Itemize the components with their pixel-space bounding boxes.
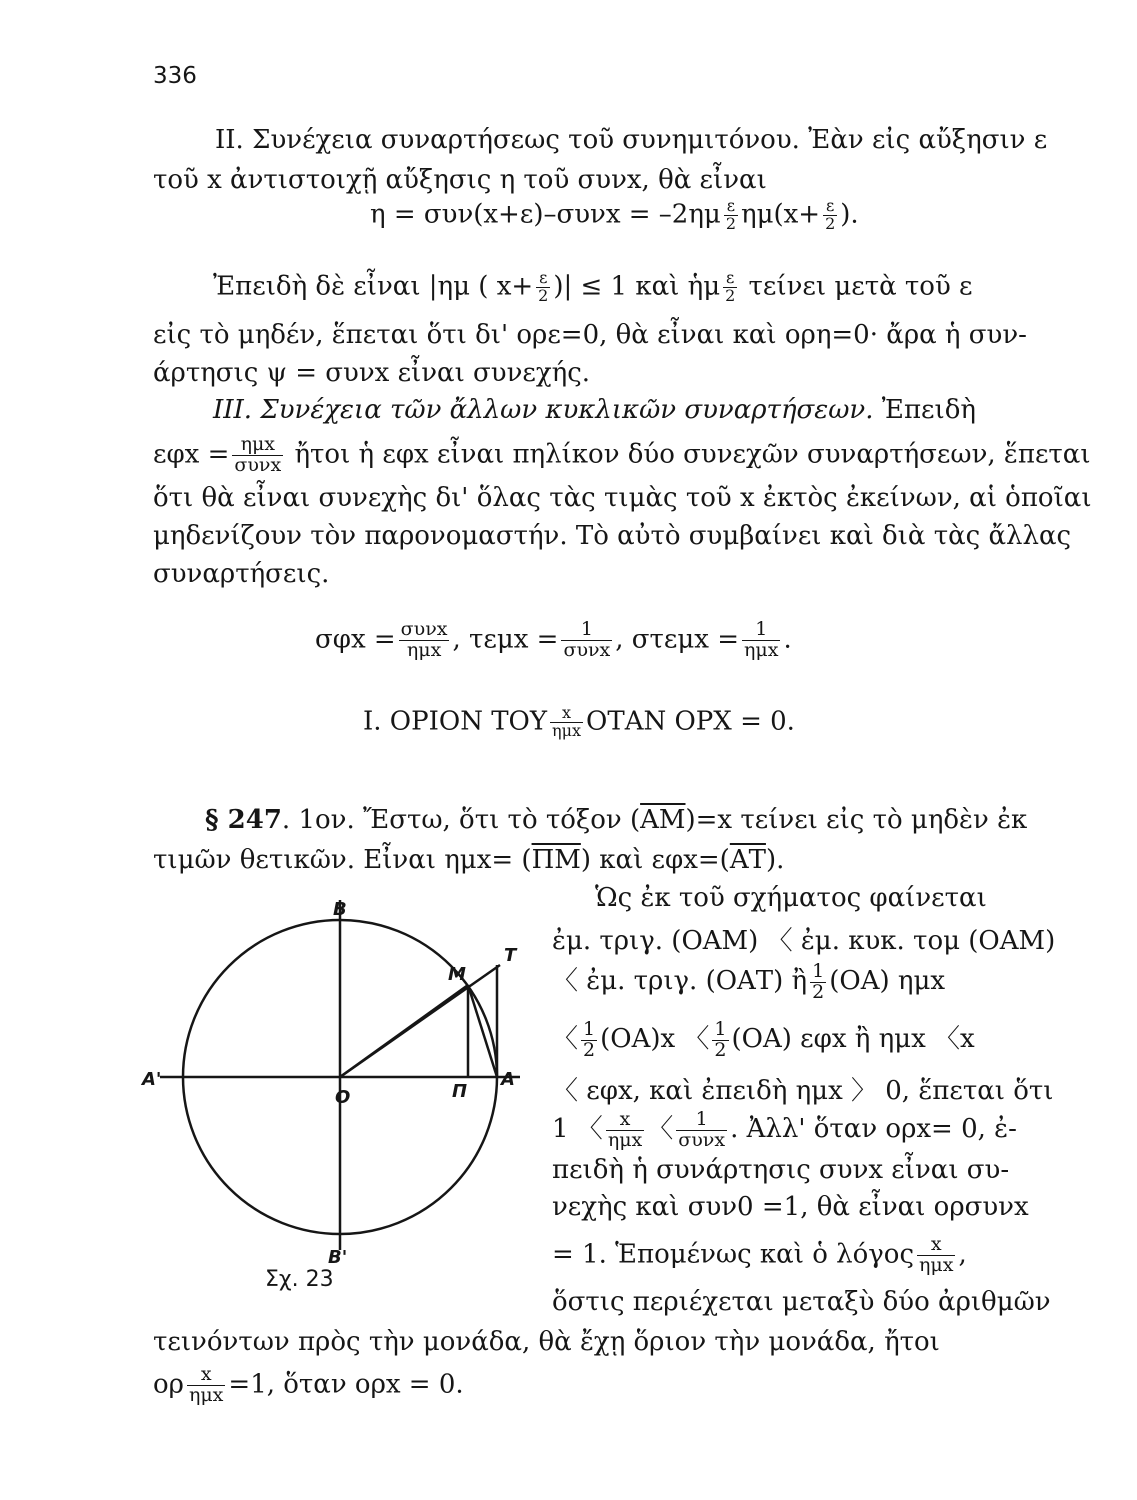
label-a-prime: Α' — [142, 1069, 162, 1090]
frac-den: 2 — [725, 213, 736, 233]
line2-rest: ἤτοι ἡ εφx εἶναι πηλίκον δύο συνεχῶν συναρτήσεων, ἕπεται — [294, 439, 1091, 470]
frac-num: x — [562, 703, 572, 722]
section-ii-equation — [370, 198, 859, 233]
label-b-prime: Β' — [328, 1247, 348, 1268]
eq-end: . — [783, 624, 792, 655]
frac-num: 1 — [583, 1017, 596, 1040]
frac-num: 1 — [755, 618, 768, 640]
frac-num: 1 — [714, 1017, 727, 1040]
arc-am: $\overline{AM}$ — [640, 805, 686, 835]
frac-num: x — [930, 1233, 942, 1255]
section-ii-line-4 — [213, 270, 972, 305]
label-o: Ο — [335, 1087, 351, 1108]
section-i-title — [363, 705, 795, 740]
final-rest: =1, ὅταν ορx = 0. — [228, 1369, 464, 1400]
right-col-line-9 — [552, 1235, 967, 1276]
frac-num: x — [200, 1363, 212, 1385]
right-col-line-5: 〈 εφx, καὶ ἐπειδὴ ημx 〉 0, ἕπεται ὅτι — [552, 1076, 1054, 1106]
right-col-line-1: Ὡς ἐκ τοῦ σχήματος φαίνεται — [595, 883, 987, 913]
r9-b: , — [958, 1239, 967, 1270]
l2-a: τιμῶν θετικῶν. Εἶναι ημx= ( — [153, 845, 532, 875]
figure-caption: Σχ. 23 — [265, 1267, 334, 1292]
section-ii-line-6: άρτησις ψ = συνx εἶναι συνεχής. — [153, 358, 591, 388]
l1-a: . 1ον. Ἔστω, ὅτι τὸ τόξον ( — [281, 805, 641, 835]
fraction-1-synx — [561, 620, 612, 661]
frac-den: ημx — [552, 720, 582, 740]
frac-num: x — [619, 1107, 631, 1130]
frac-den: 2 — [538, 285, 549, 305]
l2-c: ). — [765, 845, 785, 875]
frac-den: ημx — [188, 1383, 224, 1406]
efx-label: εφx = — [153, 439, 230, 470]
label-m: Μ — [448, 964, 466, 985]
right-col-line-8: νεχὴς καὶ συν0 =1, θὰ εἶναι ορσυνx — [552, 1192, 1029, 1222]
frac-num: ε — [539, 268, 548, 287]
r9-a: = 1. Ἑπομένως καὶ ὁ λόγος — [552, 1239, 915, 1270]
line4-a: Ἐπειδὴ δὲ εἶναι |ημ ( x+ — [213, 271, 534, 302]
label-a: Α — [501, 1069, 515, 1090]
title-b: ΟΤΑΝ ΟΡΧ = 0. — [586, 706, 795, 737]
section-iii-l1-end: Ἐπειδὴ — [881, 395, 976, 425]
r3-a: 〈 ἐμ. τριγ. (ΟΑΤ) ἢ — [552, 966, 808, 996]
r4-a: 〈 — [552, 1024, 579, 1054]
title-a: Ι. ΟΡΙΟΝ ΤΟΥ — [363, 706, 548, 737]
final-line-2 — [153, 1365, 464, 1406]
fraction-eps-2b — [823, 198, 837, 233]
fraction-1-hmx — [742, 620, 780, 661]
frac-den: ημx — [744, 638, 779, 661]
final-or: ορ — [153, 1369, 184, 1400]
eq-part-a: η = συν(x+ε)–συνx = –2ημ — [370, 199, 721, 230]
fraction-1-2c — [712, 1017, 728, 1061]
fraction-1-synx-b — [676, 1107, 727, 1151]
fraction-hmx-synx — [232, 435, 283, 476]
fraction-1-2 — [810, 959, 826, 1003]
stem-label: , στεμx = — [615, 624, 740, 655]
frac-den: ημx — [607, 1128, 643, 1151]
frac-num: 1 — [695, 1107, 708, 1130]
frac-den: ημx — [399, 640, 450, 661]
l1-end: )=x τείνει εἰς τὸ μηδὲν ἐκ — [685, 805, 1028, 835]
fraction-x-hmx — [550, 705, 583, 740]
frac-den: ημx — [919, 1253, 954, 1276]
frac-num: συνx — [400, 618, 448, 640]
right-col-line-10: ὅστις περιέχεται μεταξὺ δύο ἀριθμῶν — [552, 1287, 1051, 1317]
frac-num: ημx — [240, 433, 276, 455]
right-col-line-2: ἐμ. τριγ. (ΟΑΜ) 〈 ἐμ. κυκ. τομ (ΟΑΜ) — [552, 926, 1056, 956]
frac-num: 1 — [580, 618, 593, 640]
fraction-x-hmx-c — [917, 1235, 955, 1276]
section-247-line-1 — [205, 805, 1027, 835]
r6-b: 〈 — [647, 1114, 674, 1144]
label-b: Β — [333, 899, 347, 920]
frac-den: συνx — [678, 1128, 726, 1151]
fraction-x-hmx-b — [606, 1107, 644, 1151]
frac-num: ε — [826, 196, 835, 215]
chord-am — [468, 985, 497, 1077]
frac-den: 2 — [583, 1038, 596, 1061]
section-ii-line-1: ΙΙ. Συνέχεια συναρτήσεως τοῦ συνημιτόνου. Ἐὰν εἰς αὔξησιν ε — [215, 125, 1048, 155]
r4-c: (ΟΑ) εφx ἢ ημx 〈x — [731, 1024, 975, 1054]
line4-c: τείνει μετὰ τοῦ ε — [748, 271, 973, 302]
fraction-1-2b — [581, 1017, 597, 1061]
section-iii-heading: ΙΙΙ. Συνέχεια τῶν ἄλλων κυκλικῶν συναρτήσεων. — [213, 395, 874, 425]
right-col-line-4 — [552, 1018, 975, 1060]
right-col-line-7: πειδὴ ἡ συνάρτησις συνx εἶναι συ- — [552, 1155, 1010, 1185]
section-iii-line-5: συναρτήσεις. — [153, 559, 330, 589]
fraction-synx-hmx — [399, 620, 450, 661]
secant-ot — [340, 965, 500, 1077]
section-ii-line-5: εἰς τὸ μηδέν, ἕπεται ὅτι δι' ορε=0, θὰ εἶναι καὶ ορη=0· ἄρα ἡ συν- — [153, 320, 1027, 350]
right-col-line-3 — [552, 960, 945, 1002]
frac-den: συνx — [563, 638, 611, 661]
label-t: Τ — [504, 945, 517, 966]
segment-at: $\overline{AT}$ — [729, 845, 766, 875]
sfx-label: σφx = — [315, 624, 396, 655]
segment-pm: $\overline{\Pi M}$ — [531, 845, 581, 875]
section-iii-line-4: μηδενίζουν τὸν παρονομαστήν. Τὸ αὐτὸ συμβαίνει καὶ διὰ τὰς ἄλλας — [153, 521, 1072, 551]
section-number: § 247 — [205, 805, 282, 835]
section-iii-equations — [315, 620, 792, 661]
frac-num: 1 — [812, 959, 825, 982]
line4-b: )| ≤ 1 καὶ ἡμ — [553, 271, 721, 302]
fraction-eps-2c — [536, 270, 550, 305]
fraction-eps-2d — [723, 270, 737, 305]
frac-num: ε — [726, 268, 735, 287]
section-iii-line-1 — [213, 395, 976, 425]
frac-den: συνx — [234, 453, 282, 476]
section-iii-line-3: ὅτι θὰ εἶναι συνεχὴς δι' ὅλας τὰς τιμὰς τοῦ x ἐκτὸς ἐκείνων, αἱ ὁποῖαι — [153, 483, 1092, 513]
section-iii-line-2 — [153, 435, 1091, 476]
l2-b: ) καὶ εφx=( — [580, 845, 730, 875]
frac-den: 2 — [825, 213, 836, 233]
fraction-x-hmx-d — [187, 1365, 225, 1406]
eq-part-b: ημ(x+ — [741, 199, 821, 230]
r6-a: 1 〈 — [552, 1114, 603, 1144]
r3-b: (ΟΑ) ημx — [829, 966, 946, 996]
frac-den: 2 — [725, 285, 736, 305]
unit-circle-figure — [130, 885, 550, 1270]
section-ii-line-2: τοῦ x ἀντιστοιχῇ αὔξησις η τοῦ συνx, θὰ εἶναι — [153, 165, 767, 195]
frac-den: 2 — [714, 1038, 727, 1061]
final-line-1: τεινόντων πρὸς τὴν μονάδα, θὰ ἔχῃ ὅριον τὴν μονάδα, ἤτοι — [153, 1327, 940, 1357]
frac-num: ε — [726, 196, 736, 215]
r6-c: . Ἀλλ' ὅταν ορx= 0, ἐ- — [730, 1114, 1017, 1144]
tem-label: , τεμx = — [452, 624, 559, 655]
section-247-line-2 — [153, 845, 784, 875]
right-col-line-6 — [552, 1108, 1017, 1150]
r4-b: (ΟΑ)x 〈 — [600, 1024, 710, 1054]
page-number: 336 — [153, 63, 197, 89]
frac-den: 2 — [812, 980, 825, 1003]
eq-part-c: ). — [840, 199, 859, 230]
fraction-eps-2 — [724, 198, 738, 233]
label-p: Π — [452, 1081, 468, 1102]
